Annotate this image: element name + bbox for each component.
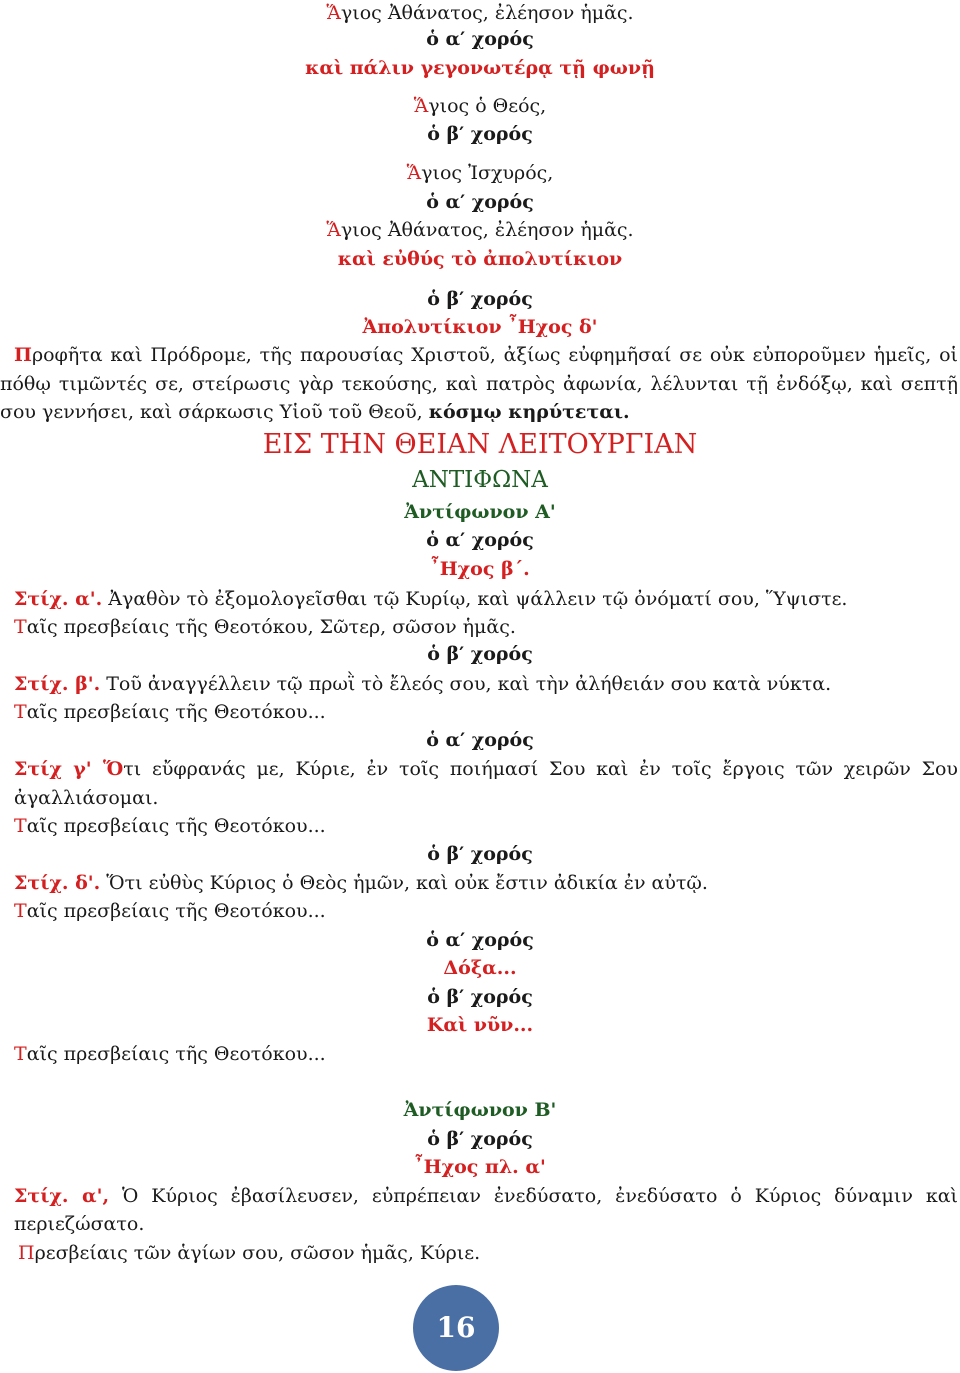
verse-text: Ἀγαθὸν τὸ ἐξομολογεῖσθαι τῷ Κυρίῳ, καὶ ψάλλειν τῷ ὀνόματί σου, Ὕψιστε. [102,588,848,610]
verse-text: Τοῦ ἀναγγέλλειν τῷ πρωῒ τὸ ἔλεός σου, καὶ τὴν ἀλήθειάν σου κατὰ νύκτα. [100,673,832,695]
apolytikion-line [0,399,630,425]
initial-letter: Ἅ [406,162,422,184]
apolytikion-heading: Ἀπολυτίκιον ῏Ηχος δ' [362,316,598,338]
initial-letter: Ἅ [413,95,429,117]
verse-label: Στίχ. α'. [14,588,103,610]
antiphon-heading: Ἀντίφωνον Α' [404,501,556,523]
rubric: καὶ πάλιν γεγονωτέρᾳ τῇ φωνῇ [305,57,655,79]
text-line [0,0,960,26]
choir-label: ὁ β′ χορός [427,843,533,865]
refrain-text: αῖς πρεσβείαις τῆς Θεοτόκου, Σῶτερ, σῶσον ἡμᾶς. [26,616,516,638]
initial-letter: Τ [14,1043,27,1065]
choir-label: ὁ β′ χορός [427,288,533,310]
refrain-line [18,1240,480,1266]
text-line [0,160,960,186]
hymn-text: γιος Ἀθάνατος, ἐλέησον ἡμᾶς. [340,219,634,241]
verse-text: τι εὔφρανάς με, Κύριε, ἐν τοῖς ποιήμασί Σου καὶ ἐν τοῖς ἔργοις τῶν χειρῶν Σου [123,758,958,780]
hymn-text: γιος Ἰσχυρός, [421,162,554,184]
initial-letter: Ἅ [326,219,341,241]
hymn-text: γιος Ἀθάνατος, ἐλέησον ἡμᾶς. [340,2,634,24]
refrain-line [14,699,326,725]
choir-label: ὁ α′ χορός [426,28,534,50]
section-subtitle: ΑΝΤΙΦΩΝΑ [412,467,548,493]
choir-label: ὁ α′ χορός [426,729,534,751]
refrain-line [14,813,326,839]
refrain-text: αῖς πρεσβείαις τῆς Θεοτόκου... [26,815,326,837]
verse-line: ἀγαλλιάσομαι. [14,787,159,809]
choir-label: ὁ α′ χορός [426,191,534,213]
initial-letter: Π [18,1242,35,1264]
hymn-text: γιος ὁ Θεός, [428,95,547,117]
verse-line [14,1183,958,1209]
rubric: καὶ εὐθύς τὸ ἀπολυτίκιον [337,248,623,270]
initial-letter: Τ [14,701,27,723]
apolytikion-line: πόθῳ τιμῶντές σε, στείρωσις γὰρ τεκούσης, καὶ πατρὸς ἀφωνία, λέλυνται τῇ ἐνδόξῳ, καὶ σεπτῇ [0,373,958,395]
refrain-text: αῖς πρεσβείαις τῆς Θεοτόκου... [26,701,326,723]
apolytikion-line [14,342,958,368]
tone-label: ῏Ηχος β΄. [430,558,530,580]
refrain-text: αῖς πρεσβείαις τῆς Θεοτόκου... [26,900,326,922]
verse-label: Στίχ. δ'. [14,872,101,894]
doxa-label: Δόξα... [443,957,517,979]
initial-letter: Τ [14,616,27,638]
initial-letter: Τ [14,815,27,837]
hymn-text: σου γεννήσει, καὶ σάρκωσις Υἱοῦ τοῦ Θεοῦ, [0,401,429,423]
verse-line [14,671,831,697]
refrain-text: αῖς πρεσβείαις τῆς Θεοτόκου... [26,1043,326,1065]
text-line [0,93,960,119]
initial-letter: Π [14,344,32,366]
verse-line [14,586,847,612]
refrain-line [14,614,516,640]
text-line [0,217,960,243]
verse-text: Ὅτι εὐθὺς Κύριος ὁ Θεὸς ἡμῶν, καὶ οὐκ ἔστιν ἀδικία ἐν αὐτῷ. [100,872,708,894]
kai-nyn-label: Καὶ νῦν... [426,1014,534,1036]
refrain-line [14,898,326,924]
verse-label: Στίχ. α', [14,1185,110,1207]
initial-letter: Ἅ [326,2,341,24]
verse-text: Ὁ Κύριος ἐβασίλευσεν, εὐπρέπειαν ἐνεδύσατο, ἐνεδύσατο ὁ Κύριος δύναμιν καὶ [109,1185,958,1207]
choir-label: ὁ β′ χορός [427,123,533,145]
hymn-text: ροφῆτα καὶ Πρόδρομε, τῆς παρουσίας Χριστοῦ, ἀξίως εὐφημῆσαί σε οὐκ εὐποροῦμεν ἡμεῖς, οἱ [31,344,958,366]
page-number-badge: 16 [413,1285,499,1371]
choir-label: ὁ β′ χορός [427,986,533,1008]
verse-line: περιεζώσατο. [14,1213,145,1235]
choir-label: ὁ β′ χορός [427,643,533,665]
choir-label: ὁ α′ χορός [426,529,534,551]
verse-label: Στίχ γ' Ὅ [14,758,124,780]
hymn-text-bold: κόσμῳ κηρύτεται. [428,401,630,423]
antiphon-heading: Ἀντίφωνον Β' [403,1099,557,1121]
refrain-text: ρεσβείαις τῶν ἁγίων σου, σῶσον ἡμᾶς, Κύριε. [34,1242,481,1264]
section-title: ΕΙΣ ΤΗΝ ΘΕΙΑΝ ΛΕΙΤΟΥΡΓΙΑΝ [262,429,698,460]
choir-label: ὁ α′ χορός [426,929,534,951]
verse-label: Στίχ. β'. [14,673,101,695]
initial-letter: Τ [14,900,27,922]
verse-line [14,756,958,782]
verse-line [14,870,708,896]
choir-label: ὁ β′ χορός [427,1128,533,1150]
refrain-line [14,1041,326,1067]
tone-label: ῏Ηχος πλ. α' [414,1156,546,1178]
